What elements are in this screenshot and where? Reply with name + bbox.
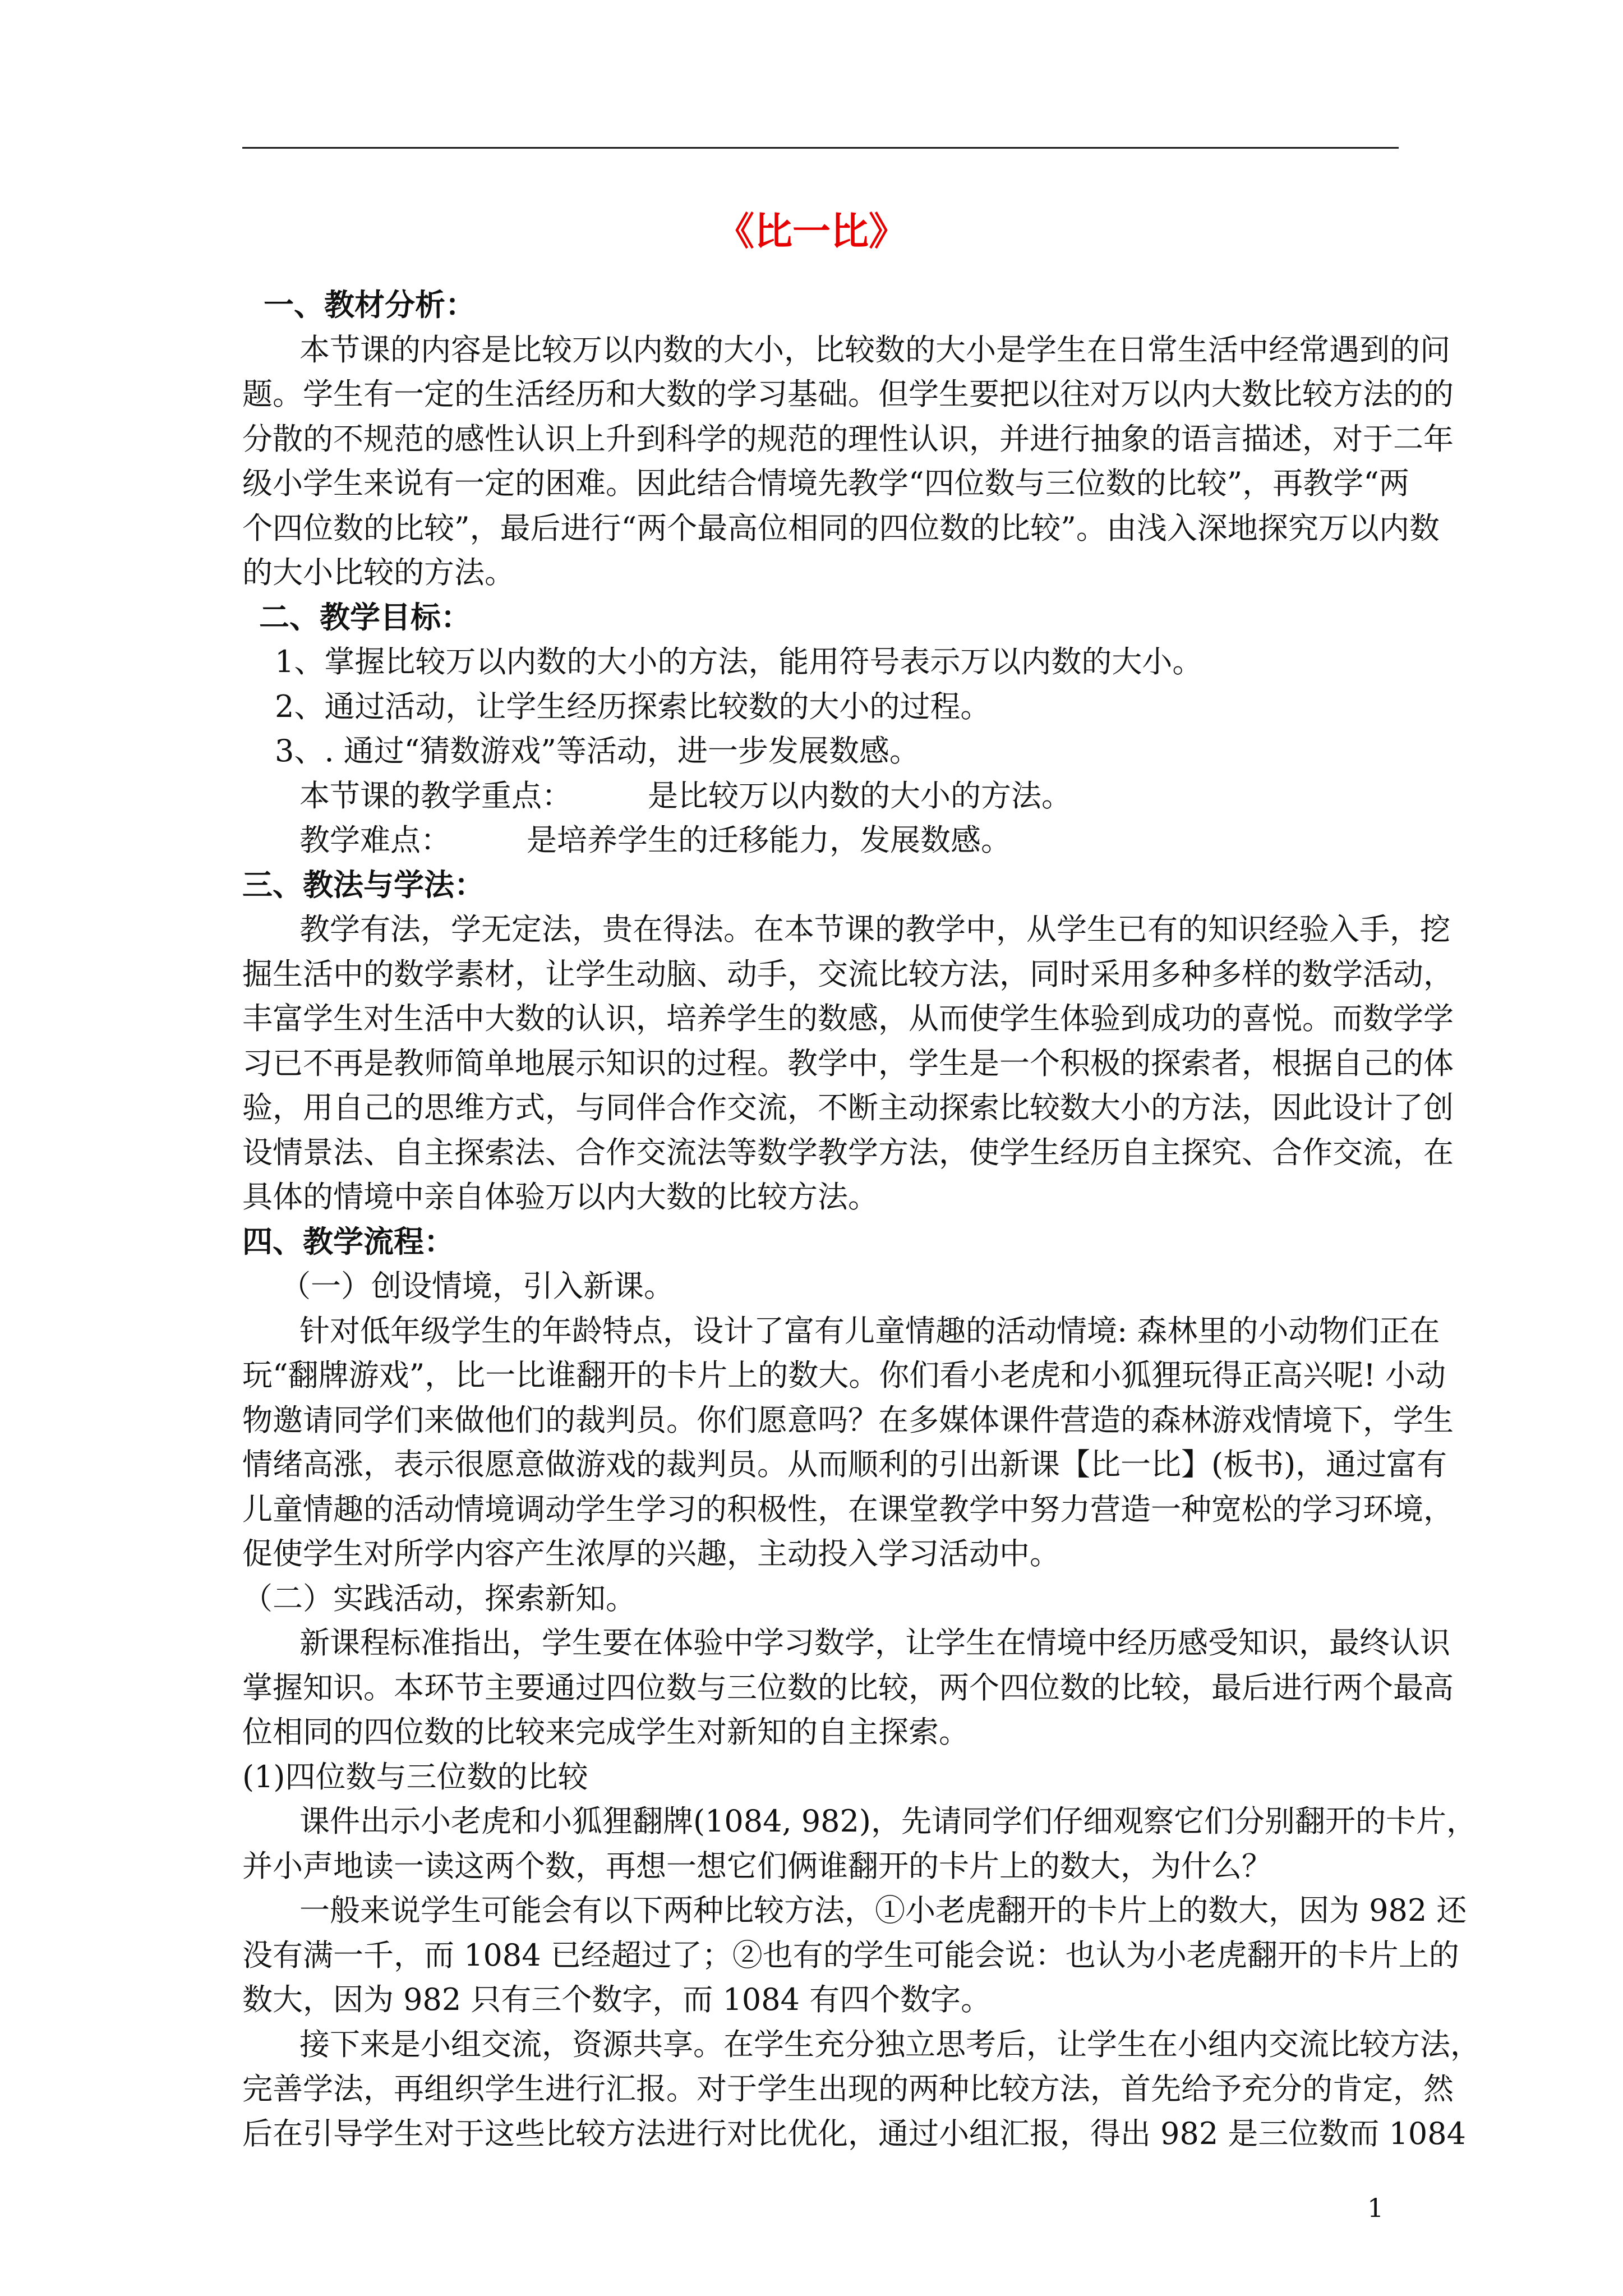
line-text: （一）创设情境，引入新课。	[280, 1268, 674, 1304]
line-text: 本节课的教学重点： 是比较万以内数的大小的方法。	[299, 778, 1072, 813]
body-line	[299, 905, 1450, 954]
body-line	[299, 771, 1374, 820]
body-line	[242, 1975, 1374, 2024]
line-text: 本节课的内容是比较万以内数的大小，比较数的大小是学生在日常生活中经常遇到的问	[299, 332, 1450, 367]
body-line	[242, 994, 1454, 1043]
line-text: 个四位数的比较”，最后进行“两个最高位相同的四位数的比较”。由浅入深地探究万以内数	[242, 510, 1440, 546]
line-text: 设情景法、自主探索法、合作交流法等数学教学方法，使学生经历自主探究、合作交流，在	[242, 1135, 1454, 1170]
body-line	[242, 1529, 1374, 1578]
line-text: 掘生活中的数学素材，让学生动脑、动手，交流比较方法，同时采用多种多样的数学活动，	[242, 956, 1454, 992]
body-line	[242, 1440, 1447, 1489]
line-text: 三、教法与学法：	[242, 867, 485, 903]
section-heading	[259, 593, 1374, 642]
body-line	[242, 2109, 1466, 2158]
line-text: 验，用自己的思维方式，与同伴合作交流，不断主动探索比较数大小的方法，因此设计了创	[242, 1090, 1454, 1125]
body-line	[299, 1306, 1440, 1355]
line-text: 习已不再是教师简单地展示知识的过程。教学中，学生是一个积极的探索者，根据自己的体	[242, 1046, 1454, 1081]
body-line	[242, 1842, 1374, 1890]
body-line	[242, 1083, 1454, 1132]
body-line	[242, 504, 1440, 553]
line-text: 接下来是小组交流，资源共享。在学生充分独立思考后，让学生在小组内交流比较方法，	[299, 2027, 1481, 2062]
body-line	[242, 1396, 1454, 1444]
line-text: 新课程标准指出，学生要在体验中学习数学，让学生在情境中经历感受知识，最终认识	[299, 1625, 1450, 1660]
line-text: 并小声地读一读这两个数，再想一想它们俩谁翻开的卡片上的数大，为什么？	[242, 1848, 1272, 1884]
line-text: 题。学生有一定的生活经历和大数的学习基础。但学生要把以往对万以内大数比较方法的的	[242, 376, 1454, 412]
line-text: 四、教学流程：	[242, 1223, 454, 1259]
line-text: 级小学生来说有一定的困难。因此结合情境先教学“四位数与三位数的比较”，再教学“两	[242, 466, 1409, 501]
body-line	[242, 1708, 1374, 1756]
section-heading	[264, 280, 1374, 329]
line-text: 一般来说学生可能会有以下两种比较方法，①小老虎翻开的卡片上的数大，因为 982 还	[299, 1893, 1467, 1928]
body-line	[299, 1618, 1450, 1667]
line-text: 玩“翻牌游戏”，比一比谁翻开的卡片上的数大。你们看小老虎和小狐狸玩得正高兴呢! 小动	[242, 1358, 1446, 1393]
line-text: 针对低年级学生的年龄特点，设计了富有儿童情趣的活动情境: 森林里的小动物们正在	[299, 1313, 1440, 1349]
line-text: 丰富学生对生活中大数的认识，培养学生的数感，从而使学生体验到成功的喜悦。而数学学	[242, 1001, 1454, 1036]
line-text: (1)四位数与三位数的比较	[242, 1759, 588, 1795]
body-line	[242, 1128, 1454, 1177]
line-text: 促使学生对所学内容产生浓厚的兴趣，主动投入学习活动中。	[242, 1536, 1060, 1571]
body-line	[299, 816, 1374, 864]
line-text: 儿童情趣的活动情境调动学生学习的积极性，在课堂教学中努力营造一种宽松的学习环境，	[242, 1492, 1454, 1527]
line-text: 教学有法，学无定法，贵在得法。在本节课的教学中，从学生已有的知识经验入手，挖	[299, 912, 1450, 947]
body-line	[299, 1797, 1477, 1846]
line-text: 课件出示小老虎和小狐狸翻牌(1084, 982)，先请同学们仔细观察它们分别翻开的卡片，	[299, 1803, 1477, 1839]
line-text: 1、掌握比较万以内数的大小的方法，能用符号表示万以内数的大小。	[275, 644, 1203, 679]
line-text: （二）实践活动，探索新知。	[242, 1581, 636, 1616]
body-line	[242, 370, 1454, 418]
body-line	[242, 1172, 1374, 1221]
line-text: 3、. 通过“猜数游戏”等活动，进一步发展数感。	[275, 733, 920, 769]
body-line	[242, 2064, 1454, 2113]
body-line	[242, 1039, 1454, 1088]
line-text: 教学难点： 是培养学生的迁移能力，发展数感。	[299, 822, 1011, 858]
line-text: 完善学法，再组织学生进行汇报。对于学生出现的两种比较方法，首先给予充分的肯定，然	[242, 2071, 1454, 2106]
body-line	[242, 548, 1374, 597]
body-line	[242, 950, 1454, 999]
document-title: 《比一比》	[716, 209, 907, 254]
body-line	[242, 415, 1454, 463]
line-text: 2、通过活动，让学生经历探索比较数的大小的过程。	[275, 689, 991, 724]
line-text: 的大小比较的方法。	[242, 555, 515, 590]
body-line	[275, 726, 1374, 775]
line-text: 分散的不规范的感性认识上升到科学的规范的理性认识，并进行抽象的语言描述，对于二年	[242, 421, 1454, 457]
body-line	[299, 2020, 1481, 2069]
line-text: 情绪高涨，表示很愿意做游戏的裁判员。从而顺利的引出新课【比一比】(板书)，通过富有	[242, 1447, 1447, 1482]
line-text: 物邀请同学们来做他们的裁判员。你们愿意吗？在多媒体课件营造的森林游戏情境下，学生	[242, 1402, 1454, 1438]
body-line	[242, 1351, 1446, 1400]
body-line	[299, 1886, 1467, 1935]
line-text: 位相同的四位数的比较来完成学生对新知的自主探索。	[242, 1714, 969, 1750]
body-line	[280, 1262, 1374, 1310]
page-number: 1	[1367, 2193, 1384, 2223]
body-line	[275, 637, 1374, 686]
body-line	[242, 1485, 1454, 1534]
body-line	[299, 325, 1450, 374]
body-line	[242, 1931, 1459, 1980]
header-rule	[242, 147, 1399, 149]
section-heading	[242, 1217, 1374, 1266]
body-line	[242, 1752, 1374, 1801]
line-text: 具体的情境中亲自体验万以内大数的比较方法。	[242, 1179, 878, 1214]
section-heading	[242, 861, 1374, 909]
line-text: 掌握知识。本环节主要通过四位数与三位数的比较，两个四位数的比较，最后进行两个最高	[242, 1670, 1454, 1705]
body-line	[242, 459, 1409, 508]
line-text: 后在引导学生对于这些比较方法进行对比优化，通过小组汇报，得出 982 是三位数而 1084	[242, 2116, 1466, 2151]
line-text: 数大，因为 982 只有三个数字，而 1084 有四个数字。	[242, 1982, 992, 2017]
body-line	[275, 682, 1374, 731]
body-line	[242, 1663, 1454, 1712]
line-text: 一、教材分析：	[264, 287, 476, 323]
line-text: 二、教学目标：	[259, 599, 471, 635]
line-text: 没有满一千，而 1084 已经超过了；②也有的学生可能会说：也认为小老虎翻开的卡片上的	[242, 1938, 1459, 1973]
body-line	[242, 1574, 1374, 1623]
